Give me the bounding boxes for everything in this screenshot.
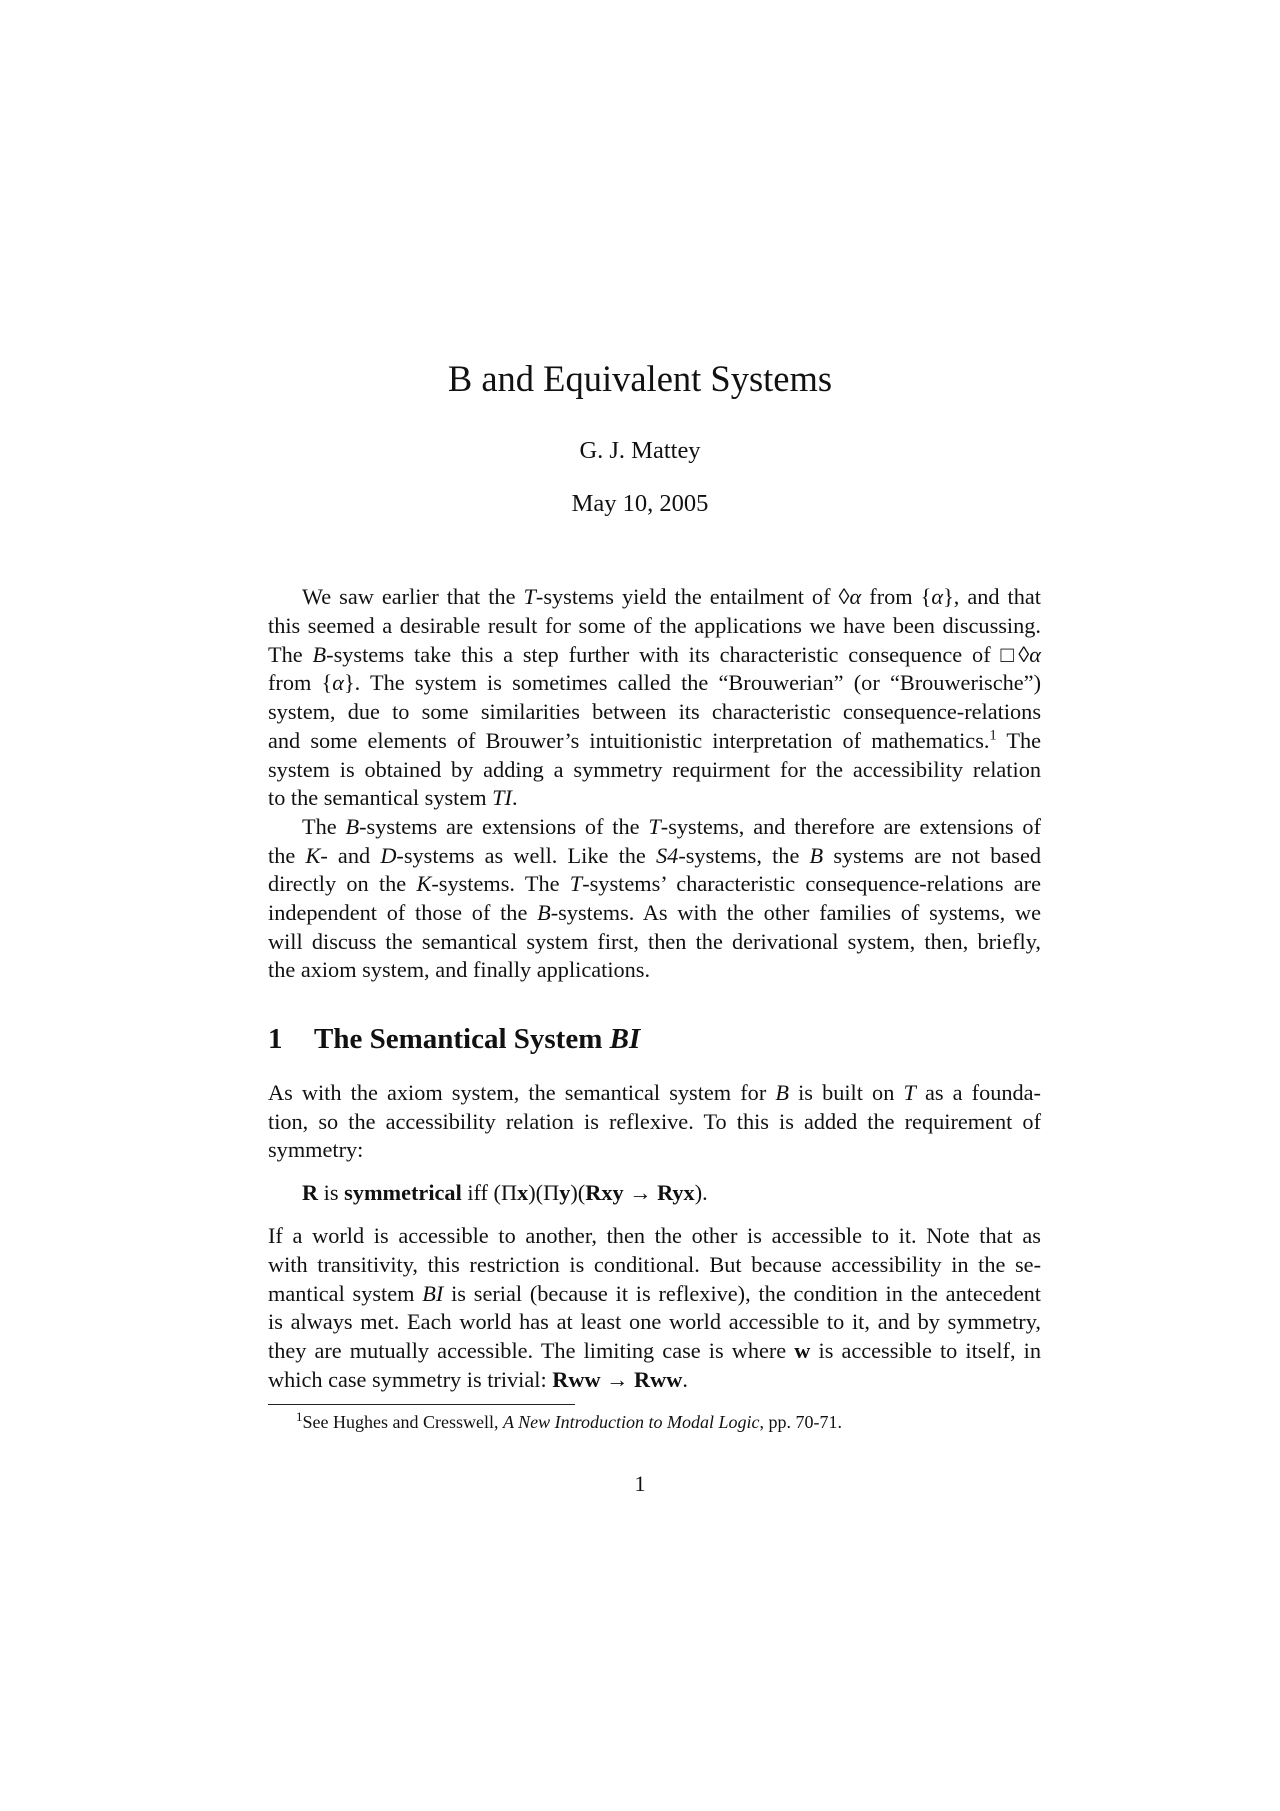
text-span: Rxy <box>585 1180 624 1205</box>
intro-line: this seemed a desirable result for some of the applications we have been discussing. <box>268 613 1041 638</box>
text-span: α <box>931 584 944 609</box>
section-number: 1 <box>268 1023 283 1055</box>
date: May 10, 2005 <box>571 490 709 517</box>
text-span: T <box>903 1080 916 1105</box>
body-line: As with the axiom system, the semantical system for B is built on T as a founda- <box>268 1080 1041 1105</box>
footnote-book-title: A New Introduction to Modal Logic <box>502 1412 760 1432</box>
page-number: 1 <box>634 1471 646 1496</box>
section-title: The Semantical System <box>314 1023 610 1055</box>
intro-line: will discuss the semantical system first, then the derivational system, then, briefly, <box>268 929 1041 954</box>
paper-title: B and Equivalent Systems <box>447 358 833 399</box>
footnote-tail: , pp. 70-71. <box>759 1412 842 1432</box>
body-line: they are mutually accessible. The limiting case is where w is accessible to itself, in <box>268 1338 1041 1363</box>
text-span: B <box>809 843 824 868</box>
intro-line: to the semantical system TI. <box>268 785 518 810</box>
text-span: Ryx <box>657 1180 695 1205</box>
text-span: x <box>517 1180 529 1205</box>
definition-line: R is symmetrical iff (Πx)(Πy)(Rxy → Ryx). <box>302 1180 708 1205</box>
text-span: Rww <box>552 1367 601 1392</box>
text-span: y <box>559 1180 571 1205</box>
text-span: α <box>1029 642 1041 667</box>
footnote-text: See Hughes and Cresswell, <box>302 1412 503 1432</box>
intro-line: the K- and D-systems as well. Like the S4-systems, the B systems are not based <box>268 843 1041 868</box>
text-span: B <box>312 642 327 667</box>
intro-line: The B-systems take this a step further with its characteristic consequence of □◊α <box>268 642 1041 667</box>
text-span: D <box>380 843 397 868</box>
body-line: mantical system BI is serial (because it is reflexive), the condition in the antecedent <box>268 1281 1041 1306</box>
body-line: If a world is accessible to another, then the other is accessible to it. Note that as <box>268 1223 1041 1248</box>
intro-line: independent of those of the B-systems. As with the other families of systems, we <box>268 900 1041 925</box>
body-line: is always met. Each world has at least one world accessible to it, and by symmetry, <box>268 1309 1041 1334</box>
text-span: TI <box>492 785 512 810</box>
body-line: with transitivity, this restriction is conditional. But because accessibility in the se- <box>268 1252 1041 1277</box>
text-span: BI <box>422 1281 444 1306</box>
text-span: w <box>794 1338 811 1363</box>
intro-line: system is obtained by adding a symmetry requirment for the accessibility relation <box>268 757 1041 782</box>
intro-line: and some elements of Brouwer’s intuitionistic interpretation of mathematics.$^1$ The <box>268 727 1041 753</box>
author: G. J. Mattey <box>579 437 701 464</box>
text-span: T <box>569 871 583 896</box>
intro-line: from {α}. The system is sometimes called the “Brouwerian” (or “Brouwerische”) <box>268 670 1042 695</box>
footnote <box>296 1410 842 1434</box>
text-span: T <box>523 584 536 609</box>
intro-line: The B-systems are extensions of the T-systems, and therefore are extensions of <box>302 814 1041 839</box>
text-span: R <box>302 1180 319 1205</box>
text-span: B <box>537 900 551 925</box>
section-title-italic: BI <box>609 1023 641 1055</box>
text-span: K <box>416 871 432 896</box>
text-span: B <box>775 1080 789 1105</box>
text-span: α <box>849 584 862 609</box>
text-span: α <box>332 670 344 695</box>
body-line: tion, so the accessibility relation is reflexive. To this is added the requirement of <box>268 1109 1041 1134</box>
text-span: K <box>305 843 321 868</box>
body-line: symmetry: <box>268 1137 364 1162</box>
text-span: Rww <box>634 1367 683 1392</box>
intro-line: the axiom system, and finally applications. <box>268 957 651 982</box>
footnote-mark: 1 <box>296 1409 303 1424</box>
intro-line: directly on the K-systems. The T-systems’ characteristic consequence-relations are <box>268 871 1042 896</box>
intro-line: system, due to some similarities between its characteristic consequence-relations <box>268 699 1041 724</box>
footnote-rule <box>268 1404 575 1405</box>
text-span: symmetrical <box>344 1180 462 1205</box>
text-span: B <box>345 814 360 839</box>
body-line: which case symmetry is trivial: Rww → Rww. <box>268 1367 688 1392</box>
text-span: 1 <box>989 727 997 744</box>
section-heading <box>268 1021 640 1057</box>
text-span: S4 <box>656 843 679 868</box>
intro-line: We saw earlier that the T-systems yield the entailment of ◊α from {α}, and that <box>302 584 1041 609</box>
text-span: T <box>648 814 661 839</box>
